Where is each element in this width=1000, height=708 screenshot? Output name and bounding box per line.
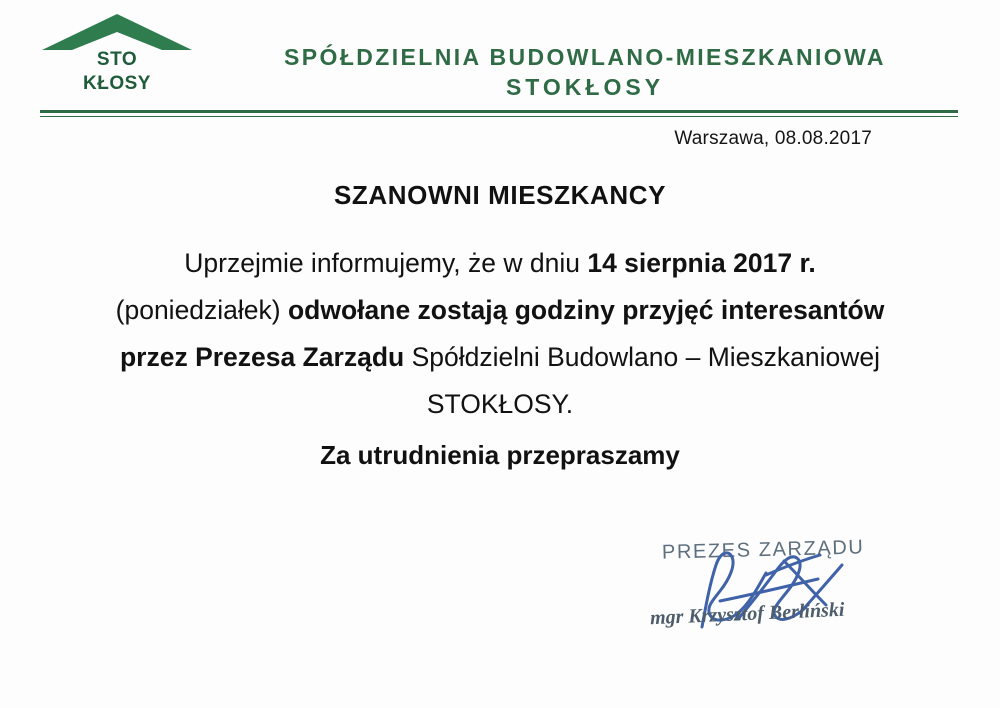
body-text (100, 240, 900, 428)
date-line: Warszawa, 08.08.2017 (674, 128, 872, 149)
logo-line-1: STO (96, 49, 138, 70)
signature-title: PREZES ZARZĄDU (661, 536, 865, 564)
body-part-2-date: 14 sierpnia 2017 r. (587, 248, 816, 278)
organization-name: SPÓŁDZIELNIA BUDOWLANO-MIESZKANIOWA (284, 44, 886, 70)
header-divider-thick (40, 110, 958, 113)
salutation: SZANOWNI MIESZKANCY (333, 180, 667, 210)
letterhead (0, 0, 1000, 118)
closing-apology: Za utrudnienia przepraszamy (320, 440, 680, 470)
body-part-3-day: (poniedziałek) (115, 295, 288, 325)
header-divider-thin (40, 116, 958, 117)
cooperative-logo (42, 8, 192, 104)
signature-area (620, 525, 950, 655)
logo-line-2: KŁOSY (83, 73, 151, 94)
body-part-1: Uprzejmie informujemy, że w dniu (184, 248, 588, 278)
body-part-5-entity: Spółdzielni Budowlano – Mieszkaniowej STOKŁOSY. (404, 342, 881, 419)
signature-name: mgr Krzysztof Berliński (649, 598, 845, 630)
logo-text (42, 48, 192, 96)
body-part-4-notice: odwołane zostają godziny przyjęć interesantów przez Prezesa Zarządu (119, 295, 885, 372)
handwritten-signature-icon (680, 535, 910, 645)
organization-short-name: STOKŁOSY (505, 74, 665, 100)
